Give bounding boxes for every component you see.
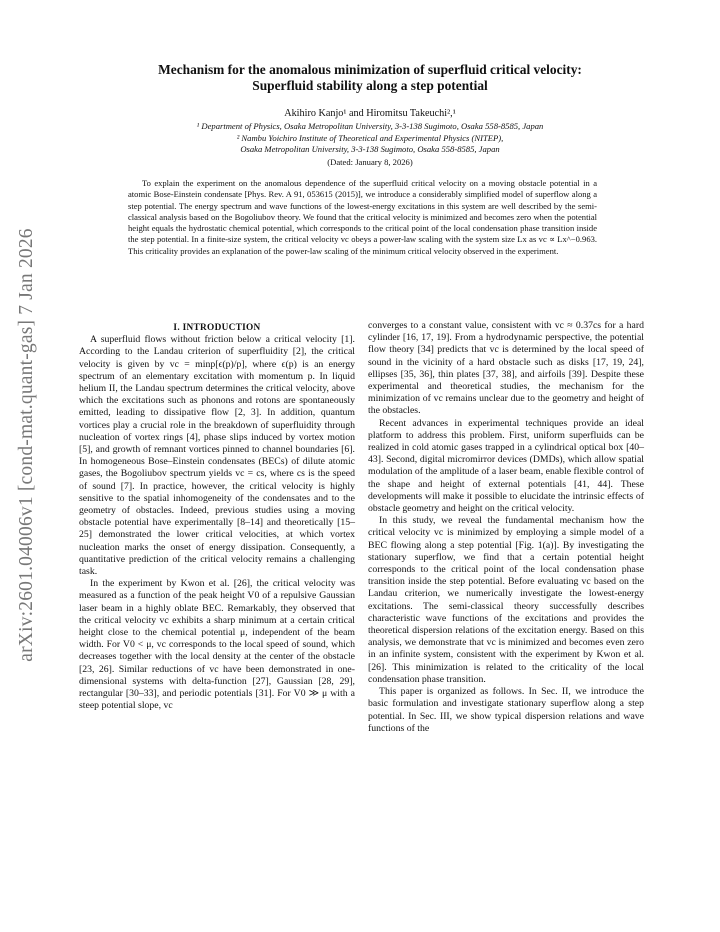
affiliation-3: Osaka Metropolitan University, 3-3-138 Sugimoto, Osaka 558-8585, Japan [240, 144, 500, 154]
left-column [79, 322, 355, 713]
title-line-1: Mechanism for the anomalous minimization of superfluid critical velocity: [158, 62, 582, 77]
right-column [368, 320, 644, 735]
affiliations [80, 121, 660, 156]
section-heading: I. INTRODUCTION [173, 323, 261, 333]
affiliation-2: ² Nambu Yoichiro Institute of Theoretical and Experimental Physics (NITEP), [236, 132, 504, 143]
right-paragraph-2: Recent advances in experimental techniques provide an ideal platform to address this problem. First, uniform superfluids can be realized in cold atomic gases trapped in a cylindrical optical box [40–43]. Second, digital micromirror devices (DMDs), which allow spatial modulation of the amplitude of a laser beam, enable flexible control of the shape and height of external potentials [41, 44]. These developments will make it possible to elucidate the intrinsic effects of obstacle geometry and height on the critical velocity. [368, 417, 644, 515]
affiliation-1: ¹ Department of Physics, Osaka Metropolitan University, 3-3-138 Sugimoto, Osaka 558-8585, Japan [196, 121, 544, 131]
right-paragraph-4: This paper is organized as follows. In Sec. II, we introduce the basic formulation and investigate stationary superflow along a step potential. In Sec. III, we show typical dispersion relations and wave functions of the [368, 686, 644, 734]
right-paragraph-1: converges to a constant value, consistent with vc ≈ 0.37cs for a hard cylinder [16, 17, 19]. From a hydrodynamic perspective, the potential flow theory [34] predicts that vc is determined by the local speed of sound in the vicinity of a hard obstacle such as disks [17, 19, 24], ellipses [35, 36], thin plates [37, 38], and airfoils [39]. Despite these experimental and theoretical studies, the mechanism for the minimization of vc remains unclear due to the geometry and height of the obstacles. [368, 320, 644, 417]
authors: Akihiro Kanjo¹ and Hiromitsu Takeuchi²,¹ [284, 108, 456, 119]
title-line-2: Superfluid stability along a step potential [252, 78, 488, 93]
left-paragraph-2: In the experiment by Kwon et al. [26], the critical velocity was measured as a function of the peak height V0 of a repulsive Gaussian laser beam in a highly oblate BEC. Remarkably, they observed that the critical velocity vc exhibits a sharp minimum at a certain critical height close to the chemical potential μ, independent of the beam width. For V0 < μ, vc corresponds to the local speed of sound, which decreases together with the local density at the center of the obstacle [23, 26]. Similar reductions of vc have been demonstrated in one-dimensional systems with delta-function [27], Gaussian [28, 29], rectangular [30–33], and periodic potentials [31]. For V0 ≫ μ with a steep potential slope, vc [79, 578, 355, 712]
right-paragraph-3: In this study, we reveal the fundamental mechanism how the critical velocity vc is minimized by employing a simple model of a BEC flowing along a step potential [Fig. 1(a)]. By investigating the stationary superflow, we find that a certain potential height corresponds to the critical point of the local condensation phase transition inside the step potential. Before evaluating vc based on the Landau criterion, we numerically investigate the lowest-energy excitations. The semi-classical theory successfully describes characteristic wave functions of the excitations and provides the theoretical dispersion relations of the excitation energy. Based on this analysis, we demonstrate that vc is minimized and becomes even zero in an infinite system, consistent with the experiment by Kwon et al. [26]. This minimization is related to the criticality of the local condensation phase transition. [368, 515, 644, 685]
dated-line: (Dated: January 8, 2026) [327, 157, 413, 167]
arxiv-id: arXiv:2601.04006v1 [cond-mat.quant-gas] 7 Jan 2026 [16, 228, 37, 662]
abstract: To explain the experiment on the anomalous dependence of the superfluid critical velocity on a moving obstacle potential in a atomic Bose-Einstein condensate [Phys. Rev. A 91, 053615 (2015)], we introduce a considerably simplified model of superflow along a step potential. The energy spectrum and wave functions of the lowest-energy excitations in this system are well described by the semi-classical analysis based on the Bogoliubov theory. We found that the critical velocity is minimized and becomes zero when the potential height equals the hydrostatic chemical potential, which corresponds to the critical point of the local condensation phase transition inside the step potential. In a finite-size system, the critical velocity vc obeys a power-law scaling with the system size Lx as vc ∝ Lx^−0.963. This criticality provides an explanation of the power-law scaling of the minimum critical velocity observed in the experiment. [128, 178, 597, 256]
left-paragraph-1: A superfluid flows without friction below a critical velocity [1]. According to the Landau criterion of superfluidity [2], the critical velocity is given by vc = minp[ϵ(p)/p], where ϵ(p) is an energy spectrum of an elementary excitation with momentum p. In liquid helium II, the Landau spectrum determines the critical velocity, above which the excitations such as phonons and rotons are spontaneously emitted, leading to dissipative flow [2, 3]. In addition, quantum vortices play a crucial role in the breakdown of superfluidity through nucleation of vortex rings [4], phase slips induced by vortex motion [5], and growth of remnant vortices pinned to channel boundaries [6]. In homogeneous Bose–Einstein condensates (BECs) of dilute atomic gases, the Bogoliubov spectrum yields vc = cs, where cs is the speed of sound [7]. In practice, however, the critical velocity is highly sensitive to the spatial inhomogeneity of the condensates and to the geometry of obstacles. Indeed, previous studies using a moving obstacle potential have experimentally [8–14] and theoretically [15–25] demonstrated the lower critical velocities, at which vortex nucleation marks the onset of energy dissipation. Consequently, a quantitative prediction of the critical velocity remains a challenging task. [79, 334, 355, 578]
arxiv-side-stamp [12, 210, 42, 680]
paper-title [80, 62, 660, 94]
